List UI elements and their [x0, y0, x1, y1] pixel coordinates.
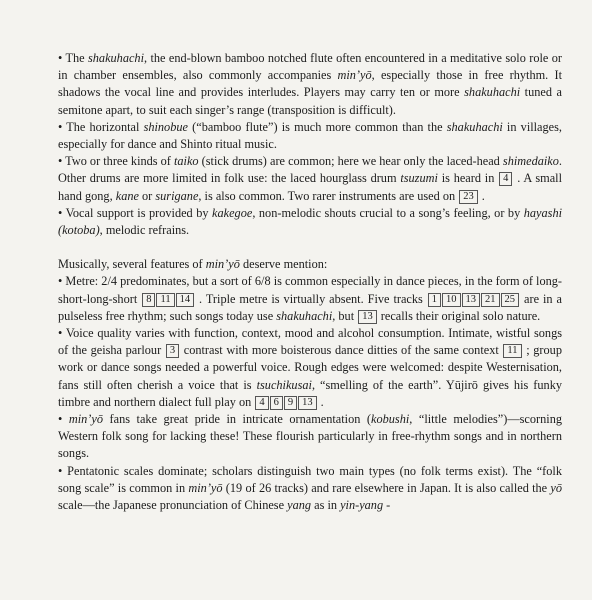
- paragraph-taiko: • Two or three kinds of taiko (stick drums) are common; here we hear only the laced-head shimedaiko. Other drums are more limited in folk use: the laced hourglass drum tsuzumi is heard in 4 . A small hand gong, kane or surigane, is also common. Two rarer instruments are used on 23 .: [58, 154, 563, 203]
- term: shinobue: [143, 119, 188, 134]
- track-number-box: 25: [501, 293, 520, 307]
- track-number-box: 4: [255, 396, 268, 410]
- paragraph-gap: [58, 239, 562, 256]
- term: min’yō: [68, 412, 103, 427]
- term: hayashi (kotoba): [58, 205, 563, 238]
- term: yang: [287, 498, 312, 513]
- track-number-box: 4: [499, 172, 512, 186]
- track-number-box: 13: [358, 310, 377, 324]
- term: shakuhachi: [276, 308, 333, 323]
- term: kobushi: [371, 412, 410, 427]
- term: shakuhachi: [446, 119, 503, 134]
- term: shimedaiko: [502, 154, 559, 169]
- track-number-box: 8: [142, 293, 155, 307]
- paragraph-pentatonic: • Pentatonic scales dominate; scholars distinguish two main types (no folk terms exist). The “folk song scale” is common in min’yō (19 of 26 tracks) and rare elsewhere in Japan. It is also called the yō scale—the Japanese pronunciation of Chinese yang as in yin-yang -: [58, 463, 562, 513]
- term: kakegoe: [212, 205, 253, 220]
- track-number-box: 3: [166, 344, 179, 358]
- track-number-box: 23: [459, 190, 478, 204]
- paragraph-intro: Musically, several features of min’yō deserve mention:: [58, 257, 328, 272]
- term: min’yō: [188, 480, 223, 495]
- track-number-box: 14: [176, 293, 195, 307]
- term: surigane: [155, 188, 199, 203]
- term: min’yō: [337, 68, 372, 83]
- track-number-box: 1: [428, 293, 441, 307]
- track-number-box: 13: [298, 396, 317, 410]
- term: kane: [115, 188, 139, 203]
- term: min’yō: [205, 257, 240, 272]
- paragraph-shinobue: • The horizontal shinobue (“bamboo flute”) is much more common than the shakuhachi in villages, especially for dance and Shinto ritual music.: [58, 119, 562, 152]
- track-number-box: 11: [503, 344, 521, 358]
- term: taiko: [173, 154, 199, 169]
- track-number-box: 21: [481, 293, 500, 307]
- term: shakuhachi: [464, 85, 521, 100]
- paragraph-metre: • Metre: 2/4 predominates, but a sort of 6/8 is common especially in dance pieces, in the form of long-short-long-short 8 11 14 . Triple metre is virtually absent. Five tracks 1 10 13 21 25 are in a pulseless free rhythm; such songs today use shakuhachi, but 13 recalls their original solo nature.: [58, 274, 562, 323]
- term: yin-yang: [340, 498, 384, 513]
- term: yō: [550, 480, 562, 495]
- track-number-box: 9: [284, 396, 297, 410]
- paragraph-vocal-support: • Vocal support is provided by kakegoe, non-melodic shouts crucial to a song’s feeling, or by hayashi (kotoba), melodic refrains.: [58, 205, 563, 238]
- paragraph-ornamentation: • min’yō fans take great pride in intricate ornamentation (kobushi, “little melodies”)—scorning Western folk song for lacking these! These flourish particularly in free-rhythm songs and in northern songs.: [58, 412, 562, 461]
- term: tsuzumi: [400, 171, 438, 186]
- track-number-box: 13: [462, 293, 481, 307]
- paragraph-shakuhachi: • The shakuhachi, the end-blown bamboo notched flute often encountered in a meditative solo role or in chamber ensembles, also commonly accompanies min’yō, especially those in free rhythm. It shadows the vocal line and provides interludes. Players may carry ten or more shakuhachi tuned a semitone apart, to suit each singer’s range (transposition is difficult).: [58, 51, 562, 117]
- track-number-box: 6: [270, 396, 283, 410]
- track-number-box: 10: [442, 293, 461, 307]
- track-number-box: 11: [156, 293, 174, 307]
- term: tsuchikusai: [256, 377, 312, 392]
- term: shakuhachi: [87, 51, 144, 65]
- paragraph-voice-quality: • Voice quality varies with function, context, mood and alcohol consumption. Intimate, wistful songs of the geisha parlour 3 contrast with more boisterous dance ditties of the same context 11 ; group work or dance songs needed a powerful voice. Rough edges were welcomed: despite Westernisation, fans still often cherish a voice that is tsuchikusai, “smelling of the earth”. Yūjirō gives his funky timbre and northern dialect full play on 4 6 9 13 .: [58, 326, 562, 409]
